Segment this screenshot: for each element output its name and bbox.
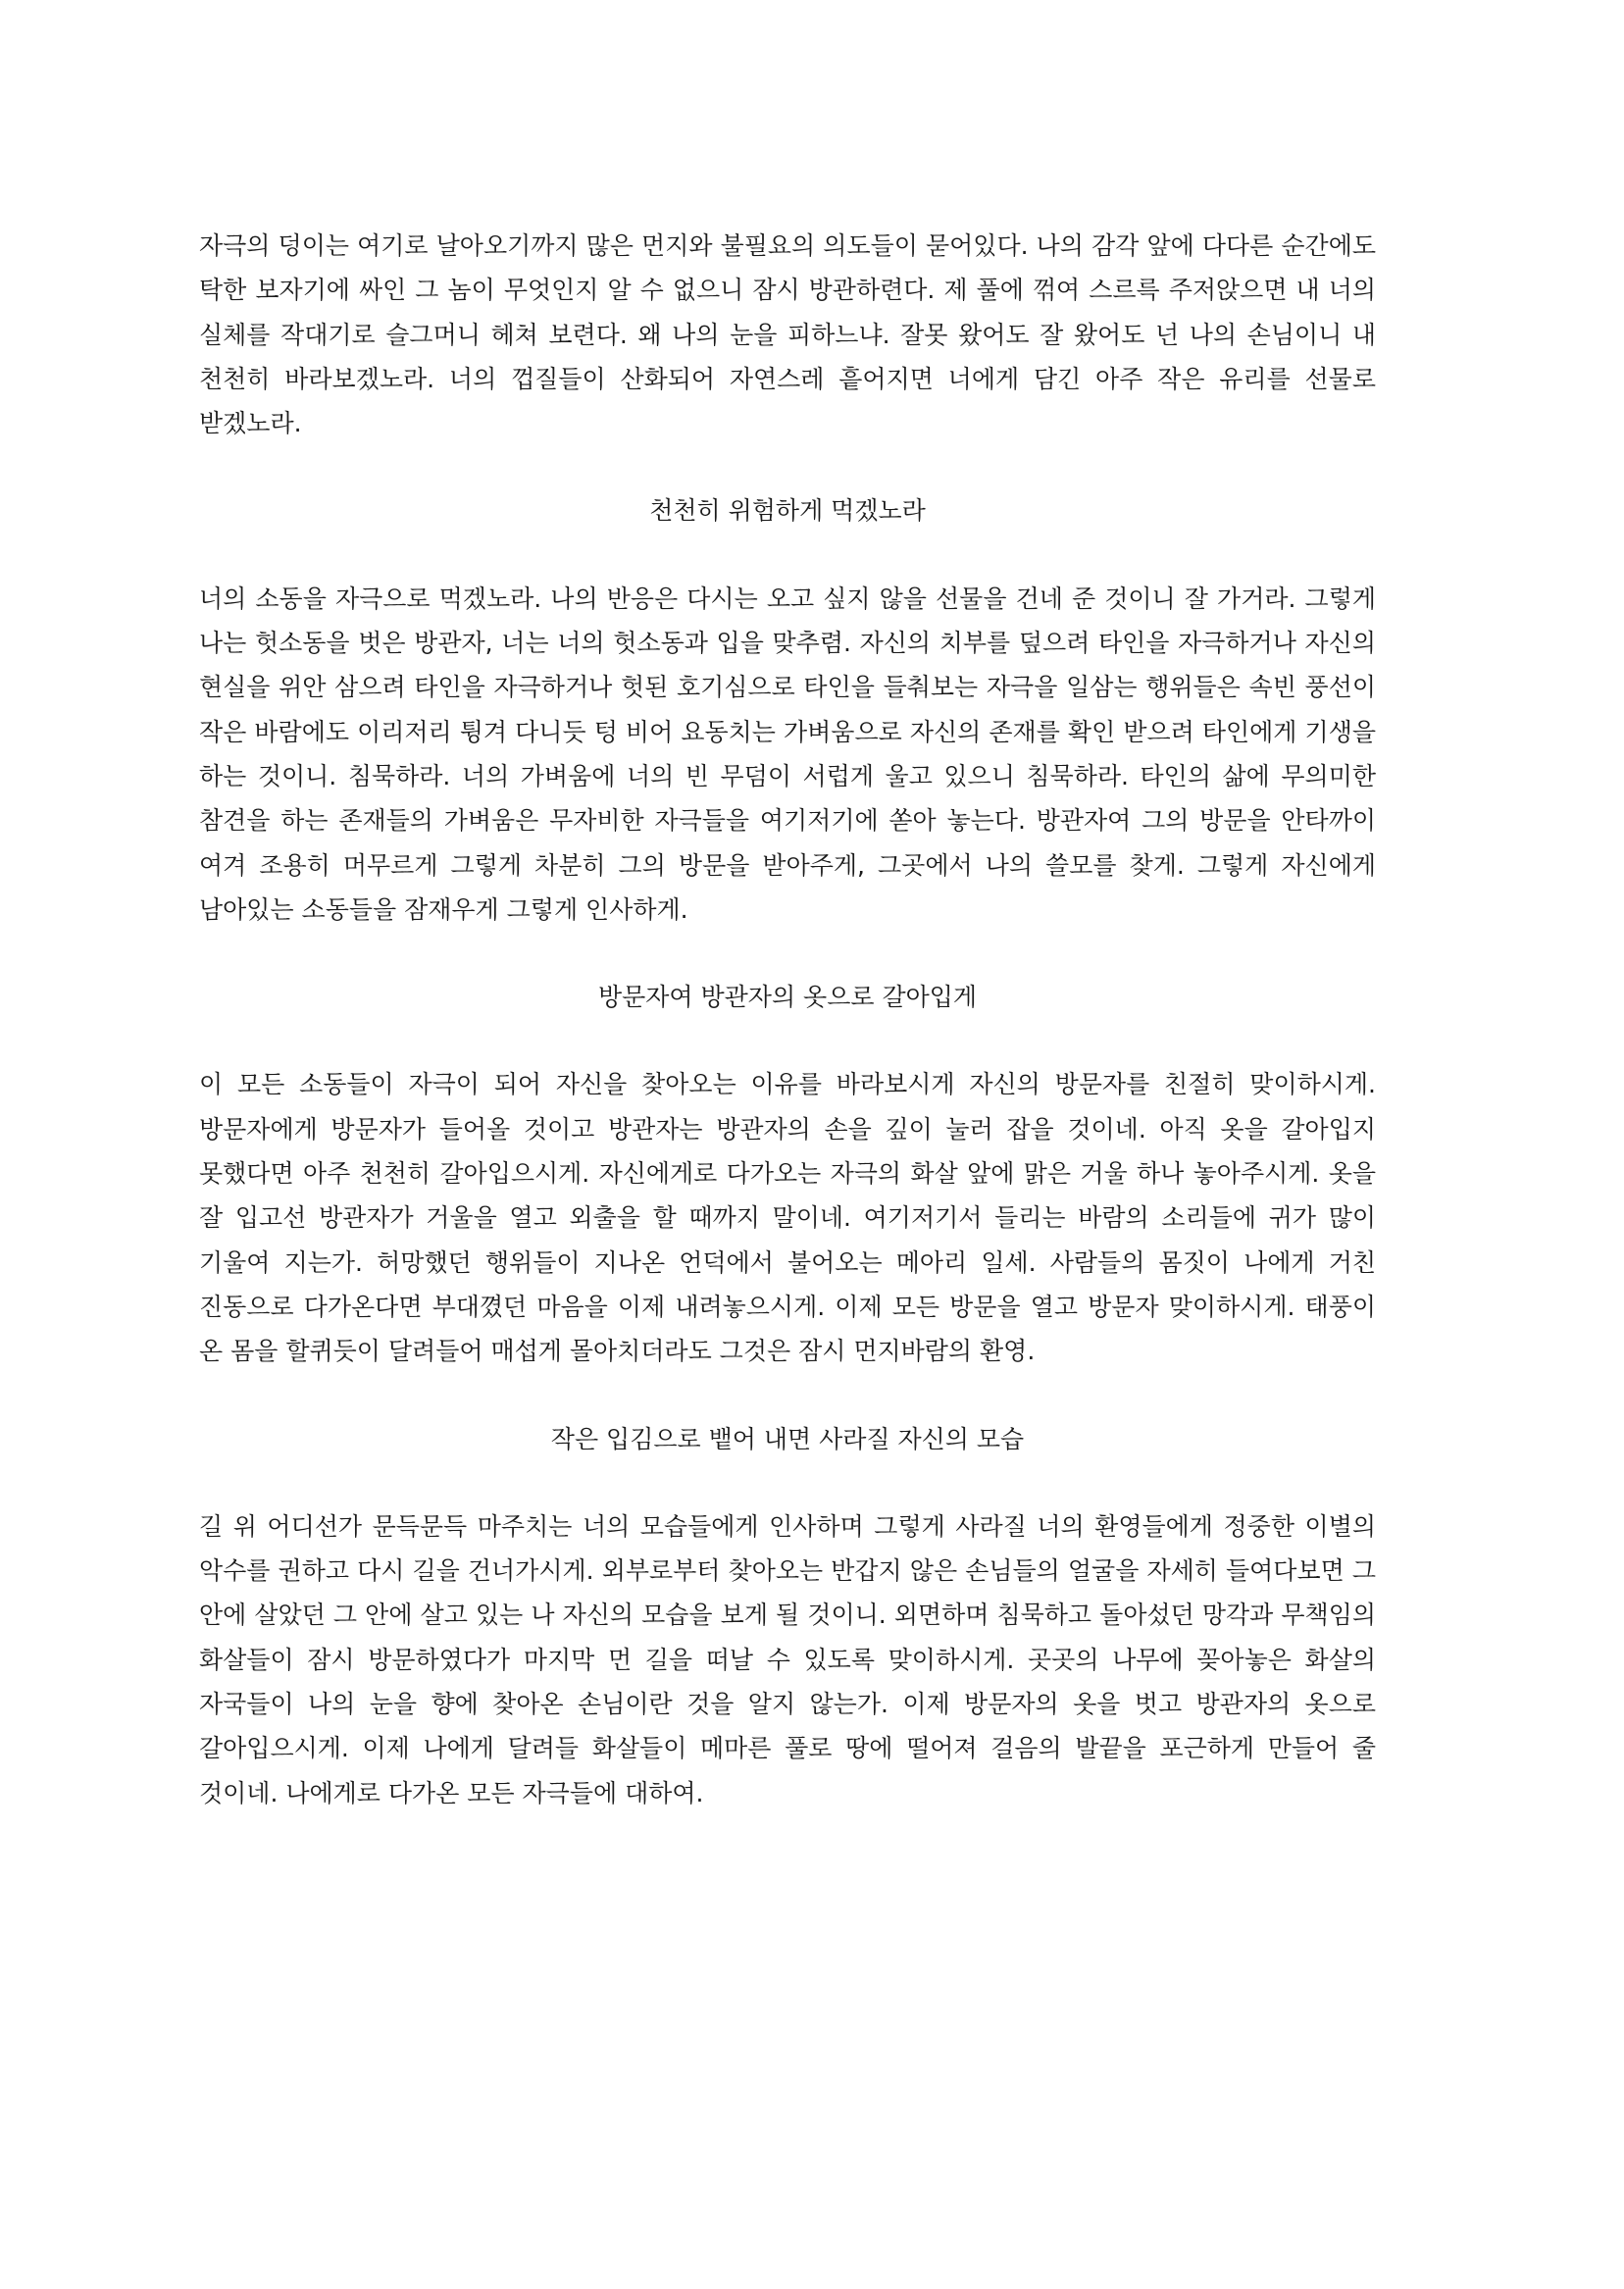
section-heading-1: 천천히 위험하게 먹겠노라 bbox=[649, 496, 926, 526]
section-heading-3: 작은 입김으로 뱉어 내면 사라질 자신의 모습 bbox=[550, 1424, 1025, 1453]
paragraph-3: 이 모든 소동들이 자극이 되어 자신을 찾아오는 이유를 바라보시게 자신의 방문자를 친절히 맞이하시게. 방문자에게 방문자가 들어올 것이고 방관자는 방관자의 손을 깊이 눌러 잡을 것이네. 아직 옷을 갈아입지 못했다면 아주 천천히 갈아입으시게. 자신에게로 다가오는 자극의 화살 앞에 맑은 거울 하나 놓아주시게. 옷을 잘 입고선 방관자가 거울을 열고 외출을 할 때까지 말이네. 여기저기서 들리는 바람의 소리들에 귀가 많이 기울여 지는가. 허망했던 행위들이 지나온 언덕에서 불어오는 메아리 일세. 사람들의 몸짓이 나에게 거친 진동으로 다가온다면 부대꼈던 마음을 이제 내려놓으시게. 이제 모든 방문을 열고 방문자 맞이하시게. 태풍이 온 몸을 할퀴듯이 달려들어 매섭게 몰아치더라도 그것은 잠시 먼지바람의 환영. bbox=[199, 1070, 1376, 1366]
section-heading-2: 방문자여 방관자의 옷으로 갈아입게 bbox=[597, 983, 978, 1012]
paragraph-1: 자극의 덩이는 여기로 날아오기까지 많은 먼지와 불필요의 의도들이 묻어있다. 나의 감각 앞에 다다른 순간에도 탁한 보자기에 싸인 그 놈이 무엇인지 알 수 없으니 잠시 방관하련다. 제 풀에 꺾여 스르륵 주저앉으면 내 너의 실체를 작대기로 슬그머니 헤쳐 보련다. 왜 나의 눈을 피하느냐. 잘못 왔어도 잘 왔어도 넌 나의 손님이니 내 천천히 바라보겠노라. 너의 껍질들이 산화되어 자연스레 흩어지면 너에게 담긴 아주 작은 유리를 선물로 받겠노라. bbox=[199, 231, 1376, 438]
paragraph-2: 너의 소동을 자극으로 먹겠노라. 나의 반응은 다시는 오고 싶지 않을 선물을 건네 준 것이니 잘 가거라. 그렇게 나는 헛소동을 벗은 방관자, 너는 너의 헛소동과 입을 맞추렴. 자신의 치부를 덮으려 타인을 자극하거나 자신의 현실을 위안 삼으려 타인을 자극하거나 헛된 호기심으로 타인을 들춰보는 자극을 일삼는 행위들은 속빈 풍선이 작은 바람에도 이리저리 튕겨 다니듯 텅 비어 요동치는 가벼움으로 자신의 존재를 확인 받으려 타인에게 기생을 하는 것이니. 침묵하라. 너의 가벼움에 너의 빈 무덤이 서럽게 울고 있으니 침묵하라. 타인의 삶에 무의미한 참견을 하는 존재들의 가벼움은 무자비한 자극들을 여기저기에 쏟아 놓는다. 방관자여 그의 방문을 안타까이 여겨 조용히 머무르게 그렇게 차분히 그의 방문을 받아주게, 그곳에서 나의 쓸모를 찾게. 그렇게 자신에게 남아있는 소동들을 잠재우게 그렇게 인사하게. bbox=[199, 584, 1376, 924]
document-body bbox=[199, 224, 1376, 1815]
paragraph-4: 길 위 어디선가 문득문득 마주치는 너의 모습들에게 인사하며 그렇게 사라질 너의 환영들에게 정중한 이별의 악수를 권하고 다시 길을 건너가시게. 외부로부터 찾아오는 반갑지 않은 손님들의 얼굴을 자세히 들여다보면 그 안에 살았던 그 안에 살고 있는 나 자신의 모습을 보게 될 것이니. 외면하며 침묵하고 돌아섰던 망각과 무책임의 화살들이 잠시 방문하였다가 마지막 먼 길을 떠날 수 있도록 맞이하시게. 곳곳의 나무에 꽂아놓은 화살의 자국들이 나의 눈을 향에 찾아온 손님이란 것을 알지 않는가. 이제 방문자의 옷을 벗고 방관자의 옷으로 갈아입으시게. 이제 나에게 달려들 화살들이 메마른 풀로 땅에 떨어져 걸음의 발끝을 포근하게 만들어 줄 것이네. 나에게로 다가온 모든 자극들에 대하여. bbox=[199, 1511, 1376, 1807]
